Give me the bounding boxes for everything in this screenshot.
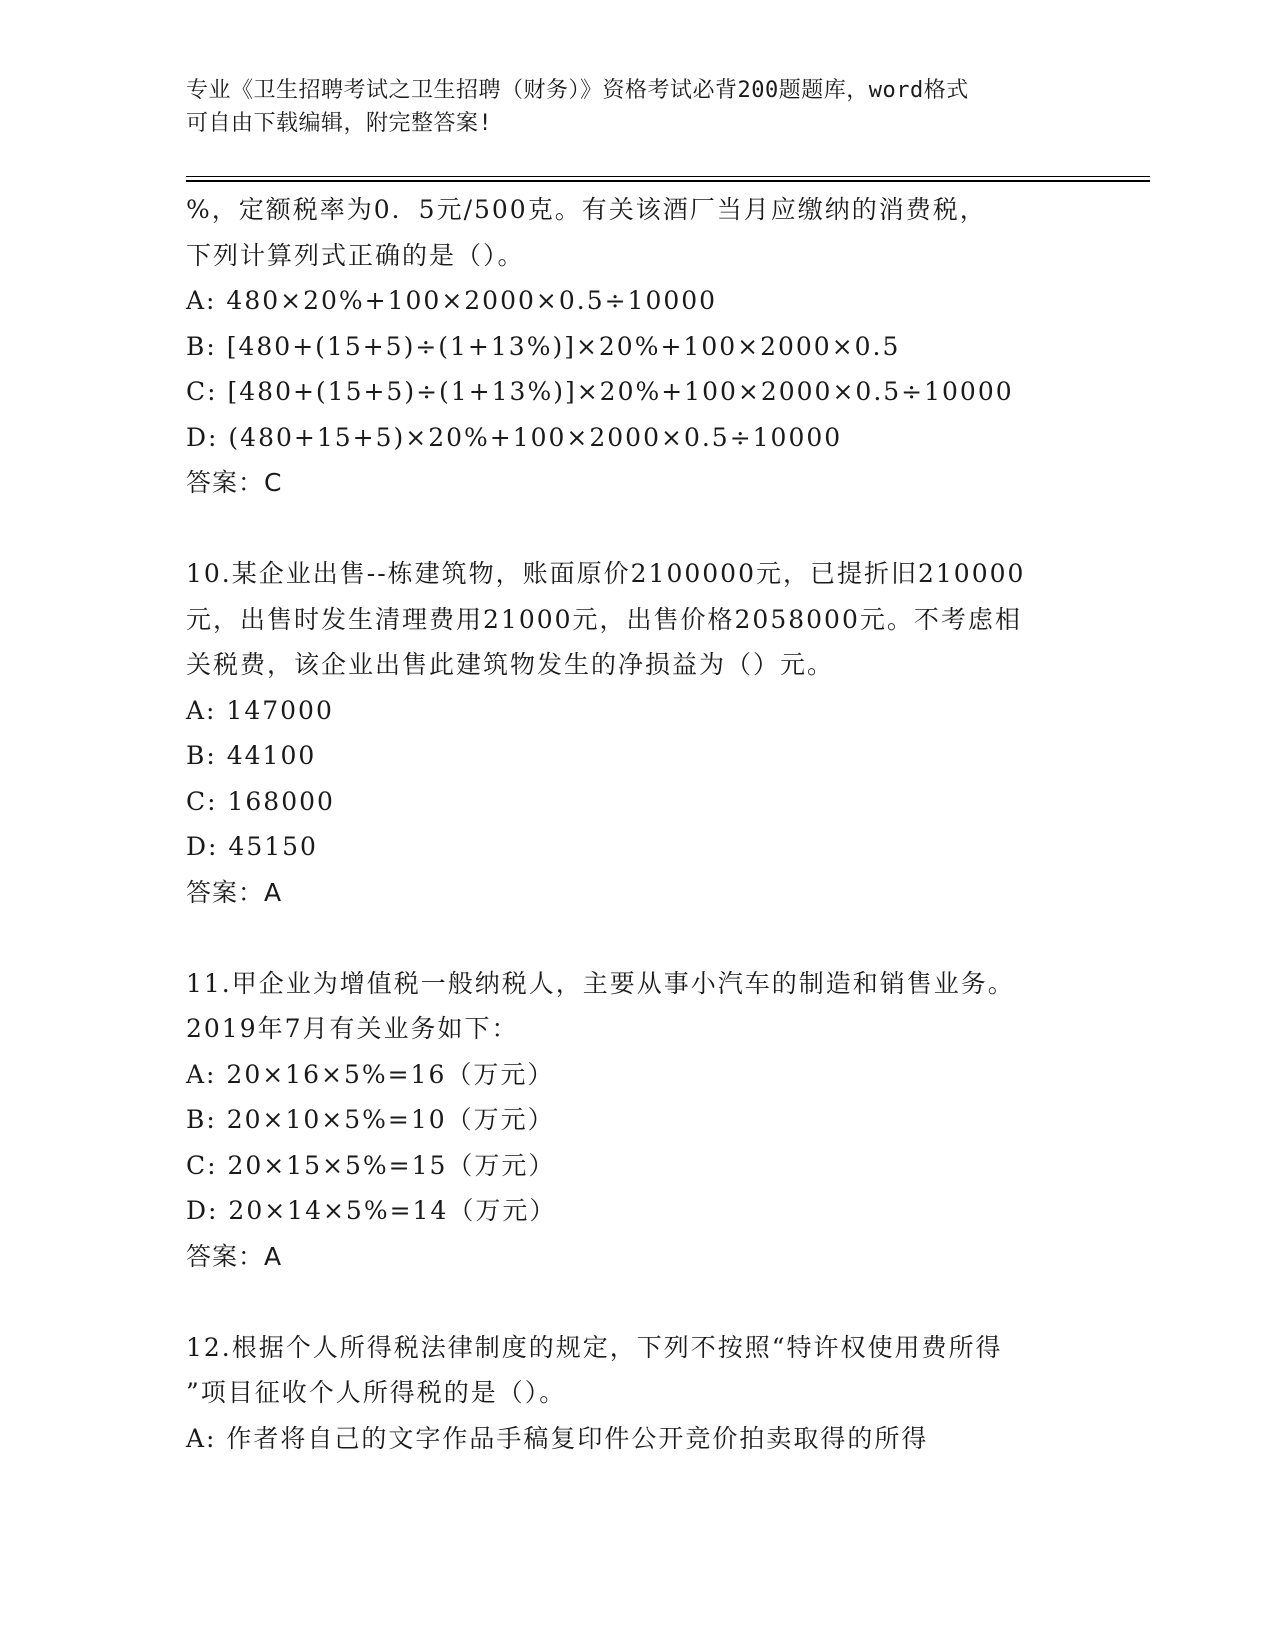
answer-line: 答案：A bbox=[186, 1241, 283, 1271]
option-c: C: [480+(15+5)÷(1+13%)]×20%+100×2000×0.5÷10000 bbox=[186, 377, 1014, 406]
question-9 bbox=[186, 187, 1106, 506]
question-12 bbox=[186, 1325, 1106, 1462]
question-spacer bbox=[186, 506, 1106, 552]
question-stem-line: 10.某企业出售--栋建筑物，账面原价2100000元，已提折旧210000 bbox=[186, 559, 1026, 588]
option-a: A: 20×16×5%=16（万元） bbox=[186, 1059, 555, 1089]
question-stem-line: 下列计算列式正确的是（）。 bbox=[186, 240, 525, 270]
question-spacer bbox=[186, 915, 1106, 961]
question-stem-line: 2019年7月有关业务如下： bbox=[186, 1014, 519, 1043]
option-c: C: 168000 bbox=[186, 786, 335, 816]
header-line-1: 专业《卫生招聘考试之卫生招聘（财务）》资格考试必背200题题库，word格式 bbox=[186, 78, 969, 103]
option-a: A: 作者将自己的文字作品手稿复印件公开竞价拍卖取得的所得 bbox=[186, 1423, 929, 1453]
option-a: A: 480×20%+100×2000×0.5÷10000 bbox=[186, 286, 718, 315]
answer-line: 答案：C bbox=[186, 468, 283, 497]
question-stem-line: 关税费，该企业出售此建筑物发生的净损益为（）元。 bbox=[186, 650, 835, 679]
question-list bbox=[186, 187, 1106, 1461]
question-spacer bbox=[186, 1279, 1106, 1325]
header-line-2: 可自由下载编辑，附完整答案! bbox=[186, 111, 493, 136]
option-c: C: 20×15×5%=15（万元） bbox=[186, 1150, 556, 1180]
question-stem-line: 11.甲企业为增值税一般纳税人，主要从事小汽车的制造和销售业务。 bbox=[186, 968, 1015, 998]
answer-line: 答案：A bbox=[186, 877, 283, 907]
option-a: A: 147000 bbox=[186, 695, 334, 725]
option-b: B: [480+(15+5)÷(1+13%)]×20%+100×2000×0.5 bbox=[186, 331, 901, 361]
header-rule-thin bbox=[186, 176, 1150, 177]
option-d: D: (480+15+5)×20%+100×2000×0.5÷10000 bbox=[186, 422, 843, 452]
question-stem-line: 12.根据个人所得税法律制度的规定，下列不按照“特许权使用费所得 bbox=[186, 1332, 1003, 1362]
question-stem-line: 元，出售时发生清理费用21000元，出售价格2058000元。不考虑相 bbox=[186, 604, 1022, 634]
question-stem-line: %，定额税率为0．5元/500克。有关该酒厂当月应缴纳的消费税， bbox=[186, 195, 987, 224]
document-header bbox=[186, 74, 1086, 140]
question-11 bbox=[186, 961, 1106, 1280]
question-10 bbox=[186, 551, 1106, 915]
header-rule-thick bbox=[186, 180, 1150, 182]
option-d: D: 20×14×5%=14（万元） bbox=[186, 1196, 557, 1225]
option-b: B: 44100 bbox=[186, 741, 317, 770]
question-stem-line: ”项目征收个人所得税的是（）。 bbox=[186, 1378, 567, 1407]
option-b: B: 20×10×5%=10（万元） bbox=[186, 1105, 555, 1134]
option-d: D: 45150 bbox=[186, 832, 318, 861]
